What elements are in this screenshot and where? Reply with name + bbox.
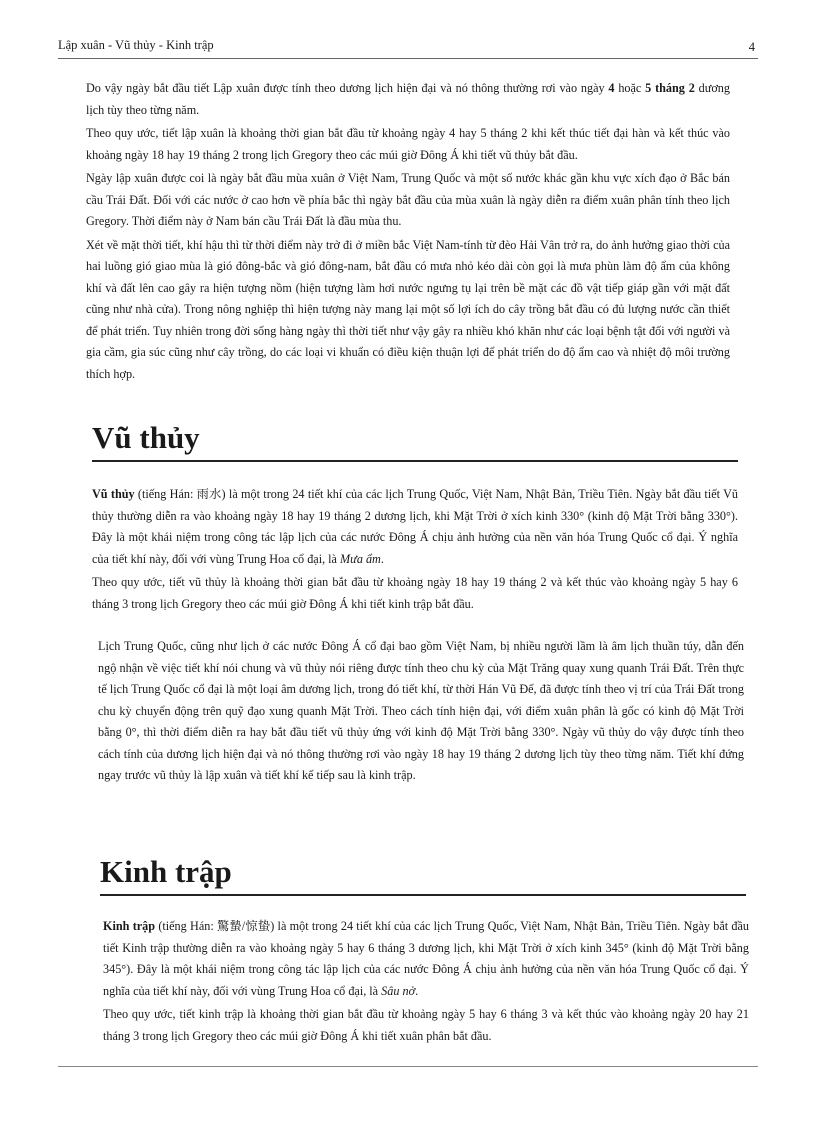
vuthuy-note [98, 636, 744, 787]
lapxuan-section [86, 78, 730, 385]
meaning-italic: Sâu nở [381, 983, 416, 998]
text-run: (tiếng Hán: 驚蟄/惊蛰) là một trong 24 tiết khí của các lịch Trung Quốc, Việt Nam, Nhật Bản, Triều Tiên. Ngày bắt đầu tiết Kinh trập thường diễn ra vào khoảng ngày 5 hay 6 tháng 3 dương lịch, khi Mặt Trời ở xích kinh 345° (kinh độ Mặt Trời bằng 345°). Đây là một khái niệm trong công tác lập lịch của các nước Đông Á chịu ảnh hưởng của nền văn hóa Trung Quốc cổ đại. Ý nghĩa của tiết khí này, đối với vùng Trung Hoa cổ đại, là [103, 919, 750, 998]
vuthuy-paragraph-1 [92, 484, 738, 570]
kinhtrap-section [103, 916, 749, 1047]
kinhtrap-paragraph-2: Theo quy ước, tiết kinh trập là khoảng thời gian bắt đầu từ khoảng ngày 5 hay 6 tháng 3 và kết thúc vào khoảng ngày 20 hay 21 tháng 3 trong lịch Gregory theo các múi giờ Đông Á khi tiết xuân phân bắt đầu. [103, 1007, 749, 1043]
page-header [58, 38, 758, 58]
text-run: Do vậy ngày bắt đầu tiết Lập xuân được tính theo dương lịch hiện đại và nó thông thường rơi vào ngày [86, 81, 609, 95]
text-run: . [380, 551, 384, 566]
text-run: hoặc [614, 81, 646, 95]
lapxuan-paragraph-3: Ngày lập xuân được coi là ngày bắt đầu mùa xuân ở Việt Nam, Trung Quốc và một số nước khác gần khu vực xích đạo ở Bắc bán cầu Trái Đất. Đối với các nước ở cao hơn về phía bắc thì ngày bắt đầu của mùa xuân là ngày diễn ra điểm xuân phân tính theo lịch Gregory. Thời điểm này ở Nam bán cầu Trái Đất là đầu mùa thu. [86, 171, 730, 228]
heading-rule [100, 894, 746, 896]
lapxuan-paragraph-2: Theo quy ước, tiết lập xuân là khoảng thời gian bắt đầu từ khoảng ngày 4 hay 5 tháng 2 khi kết thúc tiết đại hàn và kết thúc vào khoảng ngày 18 hay 19 tháng 2 trong lịch Gregory theo các múi giờ Đông Á khi tiết vũ thủy bắt đầu. [86, 126, 730, 162]
vuthuy-paragraph-3: Lịch Trung Quốc, cũng như lịch ở các nước Đông Á cổ đại bao gồm Việt Nam, bị nhiều người lầm là âm lịch thuần túy, dẫn đến ngộ nhận về việc tiết khí nói chung và vũ thủy nói riêng được tính theo chu kỳ của Mặt Trăng quay xung quanh Trái Đất. Trên thực tế lịch Trung Quốc cổ đại là một loại âm dương lịch, trong đó tiết khí, từ thời Hán Vũ Đế, đã được tính theo vị trí của Trái Đất trong chu kỳ chuyển động trên quỹ đạo xung quanh Mặt Trời. Theo cách tính hiện đại, với điểm xuân phân là gốc có kinh độ Mặt Trời bằng 0°, thì thời điểm diễn ra hay bắt đầu tiết vũ thủy ứng với kinh độ Mặt Trời bằng 330°. Ngày vũ thủy do vậy được tính theo cách tính của dương lịch hiện đại và nó thông thường rơi vào ngày 18 hay 19 tháng 2 dương lịch tùy theo từng năm. Tiết khí đứng ngay trước vũ thủy là lập xuân và tiết khí kế tiếp sau là kinh trập. [98, 639, 744, 782]
term-bold: Vũ thủy [92, 487, 135, 501]
page-number: 4 [748, 40, 755, 54]
lapxuan-paragraph-1 [86, 78, 730, 121]
running-title: Lập xuân - Vũ thủy - Kinh trập [58, 38, 214, 52]
text-run: (tiếng Hán: 雨水) là một trong 24 tiết khí của các lịch Trung Quốc, Việt Nam, Nhật Bản, Triều Tiên. Ngày bắt đầu tiết Vũ thủy thường diễn ra vào khoảng ngày 18 hay 19 tháng 2 dương lịch, khi Mặt Trời ở xích kinh 330° (kinh độ Mặt Trời bằng 330°). Đây là một khái niệm trong công tác lập lịch của các nước Đông Á chịu ảnh hưởng của nền văn hóa Trung Quốc cổ đại. Ý nghĩa của tiết khí này, đối với vùng Trung Hoa cổ đại, là [92, 487, 738, 566]
footer-rule [58, 1066, 758, 1067]
bold-date: 4 [608, 81, 615, 95]
bold-date: 5 tháng 2 [645, 81, 695, 95]
kinhtrap-paragraph-1 [103, 916, 749, 1002]
header-rule [58, 58, 758, 59]
vuthuy-section [92, 484, 738, 615]
text-run: . [415, 983, 419, 998]
heading-kinh-trap: Kinh trập [100, 854, 232, 889]
term-bold: Kinh trập [103, 919, 156, 933]
vuthuy-paragraph-2: Theo quy ước, tiết vũ thủy là khoảng thời gian bắt đầu từ khoảng ngày 18 hay 19 tháng 2 và kết thúc vào khoảng ngày 5 hay 6 tháng 3 trong lịch Gregory theo các múi giờ Đông Á khi tiết kinh trập bắt đầu. [92, 575, 738, 611]
text-run: dương lịch tùy theo từng năm. [86, 81, 730, 117]
lapxuan-paragraph-4: Xét về mặt thời tiết, khí hậu thì từ thời điểm này trở đi ở miền bắc Việt Nam-tính từ đèo Hải Vân trở ra, do ảnh hưởng giao thời của hai luồng gió giao mùa là gió đông-bắc và gió đông-nam, bắt đầu có mưa nhỏ kéo dài còn gọi là mưa phùn làm độ ẩm của không khí và đất lên cao gây ra hiện tượng nồm (hiện tượng làm hơi nước ngưng tụ lại trên bề mặt các đồ vật tiếp giáp gần với mặt đất cũng như nhà cửa). Trong nông nghiệp thì hiện tượng này mang lại một số lợi ích do cây trồng bắt đầu có đủ lượng nước cần thiết để phát triển. Tuy nhiên trong đời sống hàng ngày thì thời tiết như vậy gây ra nhiều khó khăn như các loại bệnh tật đối với người và gia cầm, gia súc cũng như cây trồng, do các loại vi khuẩn có điều kiện thuận lợi để phát triển do độ ẩm cao và nhiệt độ môi trường thích hợp. [86, 237, 730, 381]
meaning-italic: Mưa ẩm [340, 551, 381, 566]
heading-vu-thuy: Vũ thủy [92, 420, 200, 455]
heading-rule [92, 460, 738, 462]
